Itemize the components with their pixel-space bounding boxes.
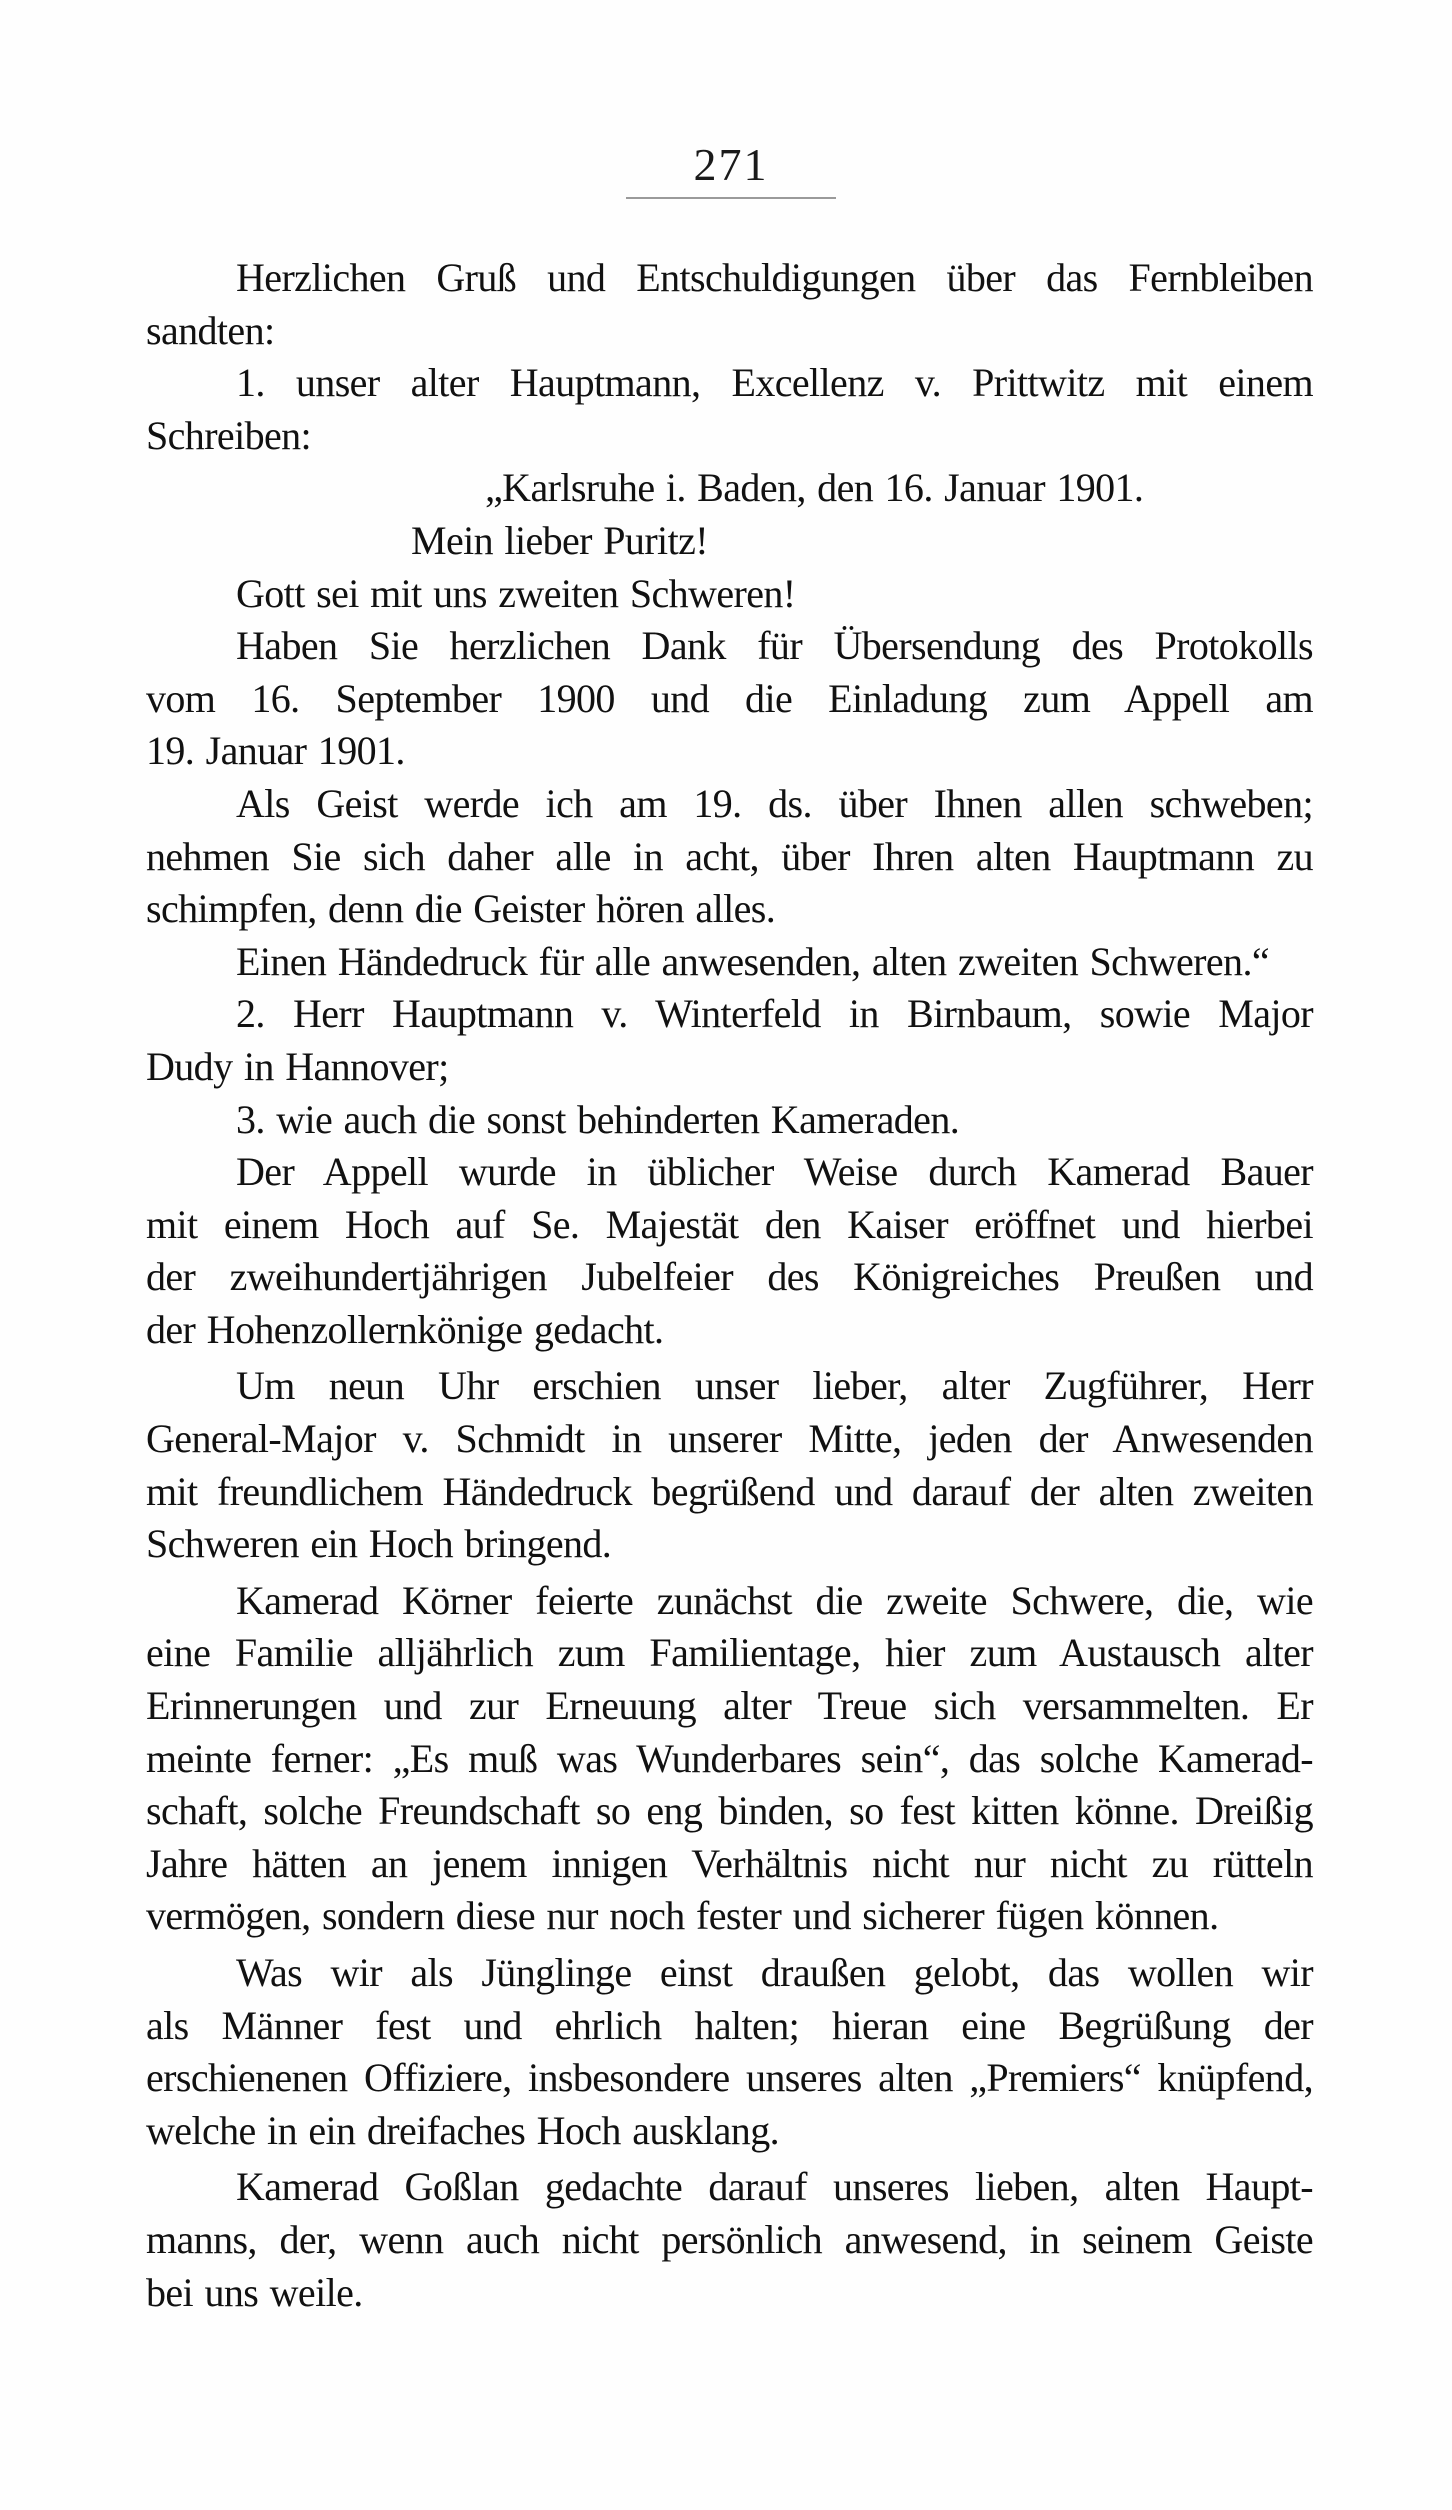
text-line: Gott sei mit uns zweiten Schweren! — [236, 570, 796, 616]
text-line: Jahre hätten an jenem innigen Verhältnis nicht nur nicht zu rütteln — [146, 1840, 1313, 1886]
text-line: Was wir als Jünglinge einst draußen gelobt, das wollen wir — [236, 1950, 1313, 1995]
text-line: Kamerad Körner feierte zunächst die zweite Schwere, die, wie — [236, 1577, 1313, 1623]
text-line: Schweren ein Hoch bringend. — [146, 1521, 612, 1567]
text-line: vermögen, sondern diese nur noch fester und sicherer fügen können. — [146, 1893, 1219, 1939]
body-text — [146, 252, 1313, 2319]
text-line: bei uns weile. — [146, 2269, 363, 2315]
text-line: Der Appell wurde in üblicher Weise durch Kamerad Bauer — [236, 1149, 1313, 1195]
text-line: General-Major v. Schmidt in unserer Mitte, jeden der Anwesenden — [146, 1416, 1313, 1462]
text-line: eine Familie alljährlich zum Familientage, hier zum Austausch alter — [146, 1630, 1313, 1676]
page-number: 271 — [693, 139, 769, 190]
text-line: Dudy in Hannover; — [146, 1043, 449, 1089]
text-line: der Hohenzollernkönige gedacht. — [146, 1306, 664, 1352]
text-line: sandten: — [146, 307, 275, 353]
text-line: schaft, solche Freundschaft so eng binden, so fest kitten könne. Dreißig — [146, 1788, 1313, 1834]
header-rule — [626, 197, 836, 199]
text-line: 2. Herr Hauptmann v. Winterfeld in Birnbaum, sowie Major — [236, 991, 1313, 1037]
text-line: mit einem Hoch auf Se. Majestät den Kaiser eröffnet und hierbei — [146, 1201, 1313, 1247]
text-line: der zweihundertjährigen Jubelfeier des Königreiches Preußen und — [146, 1254, 1313, 1300]
text-line: meinte ferner: „Es muß was Wunderbares sein“, das solche Kamerad- — [146, 1735, 1313, 1781]
text-line: als Männer fest und ehrlich halten; hieran eine Begrüßung der — [146, 2002, 1313, 2048]
text-line: Herzlichen Gruß und Entschuldigungen über das Fernbleiben — [236, 255, 1313, 300]
text-line: manns, der, wenn auch nicht persönlich anwesend, in seinem Geiste — [146, 2216, 1313, 2262]
text-line: Einen Händedruck für alle anwesenden, alten zweiten Schweren.“ — [236, 938, 1269, 984]
text-line: welche in ein dreifaches Hoch ausklang. — [146, 2107, 780, 2153]
text-line: schimpfen, denn die Geister hören alles. — [146, 886, 776, 932]
text-line: Um neun Uhr erschien unser lieber, alter Zugführer, Herr — [236, 1363, 1313, 1409]
text-line: Als Geist werde ich am 19. ds. über Ihnen allen schweben; — [236, 780, 1313, 826]
text-line: vom 16. September 1900 und die Einladung zum Appell am — [146, 675, 1313, 721]
text-line: 19. Januar 1901. — [146, 728, 405, 774]
text-line: Schreiben: — [146, 412, 312, 458]
text-line: mit freundlichem Händedruck begrüßend und darauf der alten zweiten — [146, 1468, 1313, 1514]
text-line: 1. unser alter Hauptmann, Excellenz v. Prittwitz mit einem — [236, 360, 1313, 406]
text-line: Erinnerungen und zur Erneuung alter Treue sich versammelten. Er — [146, 1683, 1313, 1729]
letter-dateline: „Karlsruhe i. Baden, den 16. Januar 1901. — [485, 465, 1144, 511]
text-line: 3. wie auch die sonst behinderten Kameraden. — [236, 1096, 960, 1142]
text-line: erschienenen Offiziere, insbesondere unseres alten „Premiers“ knüpfend, — [146, 2055, 1313, 2101]
letter-salutation: Mein lieber Puritz! — [411, 517, 708, 563]
text-line: nehmen Sie sich daher alle in acht, über Ihren alten Hauptmann zu — [146, 833, 1313, 879]
text-line: Kamerad Goßlan gedachte darauf unseres lieben, alten Haupt- — [236, 2164, 1313, 2210]
text-line: Haben Sie herzlichen Dank für Übersendung des Protokolls — [236, 623, 1313, 669]
